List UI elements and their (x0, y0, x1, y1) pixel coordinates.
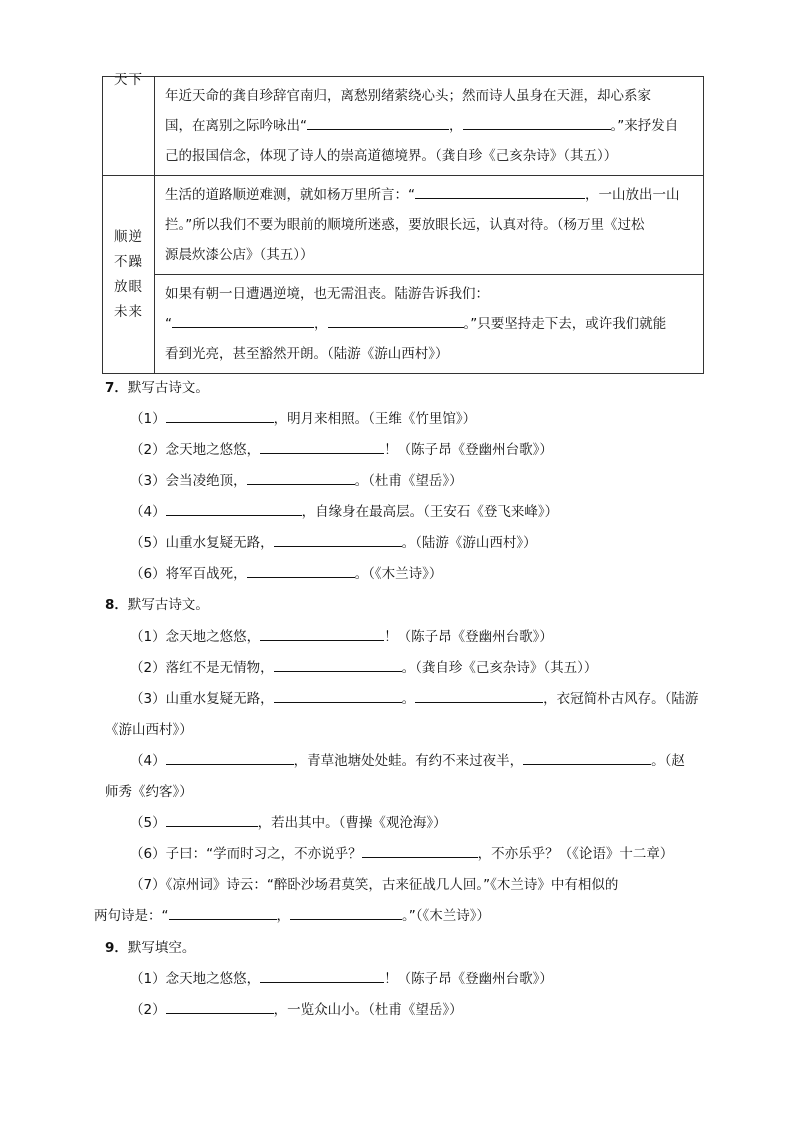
question-item (130, 625, 553, 645)
answer-blank[interactable] (274, 532, 402, 547)
table-row (103, 176, 704, 275)
text-segment: 。（杜甫《望岳》） (354, 473, 463, 489)
answer-blank[interactable] (169, 905, 277, 920)
question-item (130, 967, 553, 987)
question-item (130, 656, 597, 676)
question-item (130, 998, 463, 1018)
answer-blank[interactable] (260, 968, 384, 983)
text-segment: ，一览众山小。（杜甫《望岳》） (273, 1002, 463, 1018)
question-number: 9． (105, 940, 128, 956)
text-line: 年近天命的龚自珍辞官南归，离愁别绪萦绕心头；然而诗人虽身在天涯，却心系家 (165, 88, 651, 104)
text-line: 看到光亮，甚至豁然开朗。（陆游《游山西村》） (165, 346, 449, 362)
table-row (103, 275, 704, 374)
question-item (130, 562, 442, 582)
row-label-text: 放眼 (114, 278, 143, 295)
row-label-text: 天下 (114, 72, 143, 88)
text-segment: （7）《凉州词》诗云：“醉卧沙场君莫笑，古来征战几人回。”《木兰诗》中有相似的 (130, 877, 619, 893)
answer-blank[interactable] (166, 501, 302, 516)
text-segment: 。 (401, 691, 416, 707)
row-content (155, 176, 704, 275)
question-item (130, 811, 447, 831)
text-segment: 。（陆游《游山西村》） (401, 535, 537, 551)
text-line (165, 309, 695, 339)
text-segment: ，明月来相照。（王维《竹里馆》） (273, 411, 477, 427)
answer-blank[interactable] (166, 750, 294, 765)
answer-blank[interactable] (274, 688, 402, 703)
question-item (130, 687, 698, 707)
row-label-tianxia (103, 72, 155, 176)
question-item-continuation (105, 780, 193, 800)
row-label-shunni (103, 176, 155, 374)
text-segment: 。（《木兰诗》） (354, 566, 443, 582)
answer-blank[interactable] (166, 812, 258, 827)
answer-blank[interactable] (247, 470, 355, 485)
row-label-text: 不躁 (114, 253, 143, 270)
text-segment: （1） (130, 411, 166, 427)
question-7-heading (105, 376, 209, 396)
question-8-heading (105, 593, 209, 613)
text-segment: 。（龚自珍《己亥杂诗》（其五）） (401, 660, 598, 676)
text-segment: （2） (130, 1002, 166, 1018)
question-item (130, 842, 673, 862)
text-segment: （1）念天地之悠悠， (130, 971, 261, 987)
text-segment: ， (449, 118, 463, 134)
answer-blank[interactable] (260, 439, 384, 454)
question-item-continuation (94, 904, 490, 924)
topic-table (102, 72, 704, 374)
text-segment: （6）将军百战死， (130, 566, 247, 582)
text-segment: 。”来抒发自 (610, 118, 679, 134)
text-segment: 国，在离别之际吟咏出“ (165, 118, 307, 134)
text-segment: ，青草池塘处处蛙。有约不来过夜半， (293, 753, 524, 769)
text-segment: 两句诗是：“ (94, 908, 169, 924)
answer-blank[interactable] (523, 750, 651, 765)
text-segment: ！（陈子昂《登幽州台歌》） (384, 442, 553, 458)
answer-blank[interactable] (166, 999, 274, 1014)
text-segment: 《游山西村》） (105, 722, 193, 738)
text-line: 拦。”所以我们不要为眼前的顺境所迷惑，要放眼长远，认真对待。（杨万里《过松 (165, 217, 645, 233)
table-row (103, 77, 704, 176)
text-line: 源晨炊漆公店》（其五）） (165, 247, 314, 263)
text-line (165, 180, 695, 210)
text-segment: 。”只要坚持走下去，或许我们就能 (463, 316, 667, 332)
question-number: 7． (105, 380, 128, 396)
question-item (130, 469, 463, 489)
question-item (130, 749, 685, 769)
answer-blank[interactable] (362, 843, 478, 858)
text-segment: ，自缘身在最高层。（王安石《登飞来峰》） (301, 504, 559, 520)
text-segment: ， (314, 316, 328, 332)
text-segment: （2）念天地之悠悠， (130, 442, 261, 458)
text-segment: （2）落红不是无情物， (130, 660, 274, 676)
text-segment: （1）念天地之悠悠， (130, 629, 261, 645)
question-title: 默写古诗文。 (127, 597, 209, 613)
text-line: 己的报国信念，体现了诗人的崇高道德境界。（龚自珍《己亥杂诗》（其五）） (165, 148, 618, 164)
text-segment: （5）山重水复疑无路， (130, 535, 274, 551)
question-item (130, 407, 476, 427)
answer-blank[interactable] (172, 313, 314, 328)
text-line: 如果有朝一日遭遇逆境，也无需沮丧。陆游告诉我们： (165, 286, 489, 302)
question-title: 默写填空。 (127, 940, 196, 956)
answer-blank[interactable] (260, 626, 384, 641)
row-label-text: 顺逆 (114, 228, 143, 245)
question-title: 默写古诗文。 (127, 380, 209, 396)
text-segment: （5） (130, 815, 166, 831)
question-item (130, 531, 537, 551)
text-segment: ，不亦乐乎？（《论语》十二章） (477, 846, 674, 862)
answer-blank[interactable] (274, 657, 402, 672)
question-item-continuation (105, 718, 193, 738)
text-line (165, 111, 695, 141)
text-segment: （3）山重水复疑无路， (130, 691, 274, 707)
question-item (130, 500, 558, 520)
question-item (130, 873, 618, 893)
answer-blank[interactable] (290, 905, 402, 920)
question-item (130, 438, 553, 458)
text-segment: ！（陈子昂《登幽州台歌》） (384, 629, 553, 645)
text-segment: ，衣冠简朴古风存。（陆游 (543, 691, 699, 707)
answer-blank[interactable] (415, 688, 543, 703)
text-segment: 师秀《约客》） (105, 784, 193, 800)
answer-blank[interactable] (307, 115, 449, 130)
answer-blank[interactable] (247, 563, 355, 578)
question-number: 8． (105, 597, 128, 613)
text-segment: ，一山放出一山 (585, 187, 680, 203)
text-segment: （4） (130, 753, 166, 769)
text-segment: 生活的道路顺逆难测，就如杨万里所言：“ (165, 187, 415, 203)
text-segment: ，若出其中。（曹操《观沧海》） (257, 815, 447, 831)
text-segment: （4） (130, 504, 166, 520)
text-segment: 。”（《木兰诗》） (402, 908, 490, 924)
text-segment: 。（赵 (651, 753, 685, 769)
text-segment: “ (165, 316, 172, 332)
row-label-text: 未来 (114, 303, 143, 320)
row-content (155, 275, 704, 374)
answer-blank[interactable] (463, 115, 611, 130)
text-segment: ！（陈子昂《登幽州台歌》） (384, 971, 553, 987)
text-segment: ， (276, 908, 290, 924)
answer-blank[interactable] (328, 313, 464, 328)
text-segment: （6）子曰：“学而时习之，不亦说乎？ (130, 846, 362, 862)
answer-blank[interactable] (166, 408, 274, 423)
answer-blank[interactable] (415, 184, 585, 199)
text-segment: （3）会当凌绝顶， (130, 473, 247, 489)
row-content (155, 77, 704, 176)
question-9-heading (105, 936, 195, 956)
